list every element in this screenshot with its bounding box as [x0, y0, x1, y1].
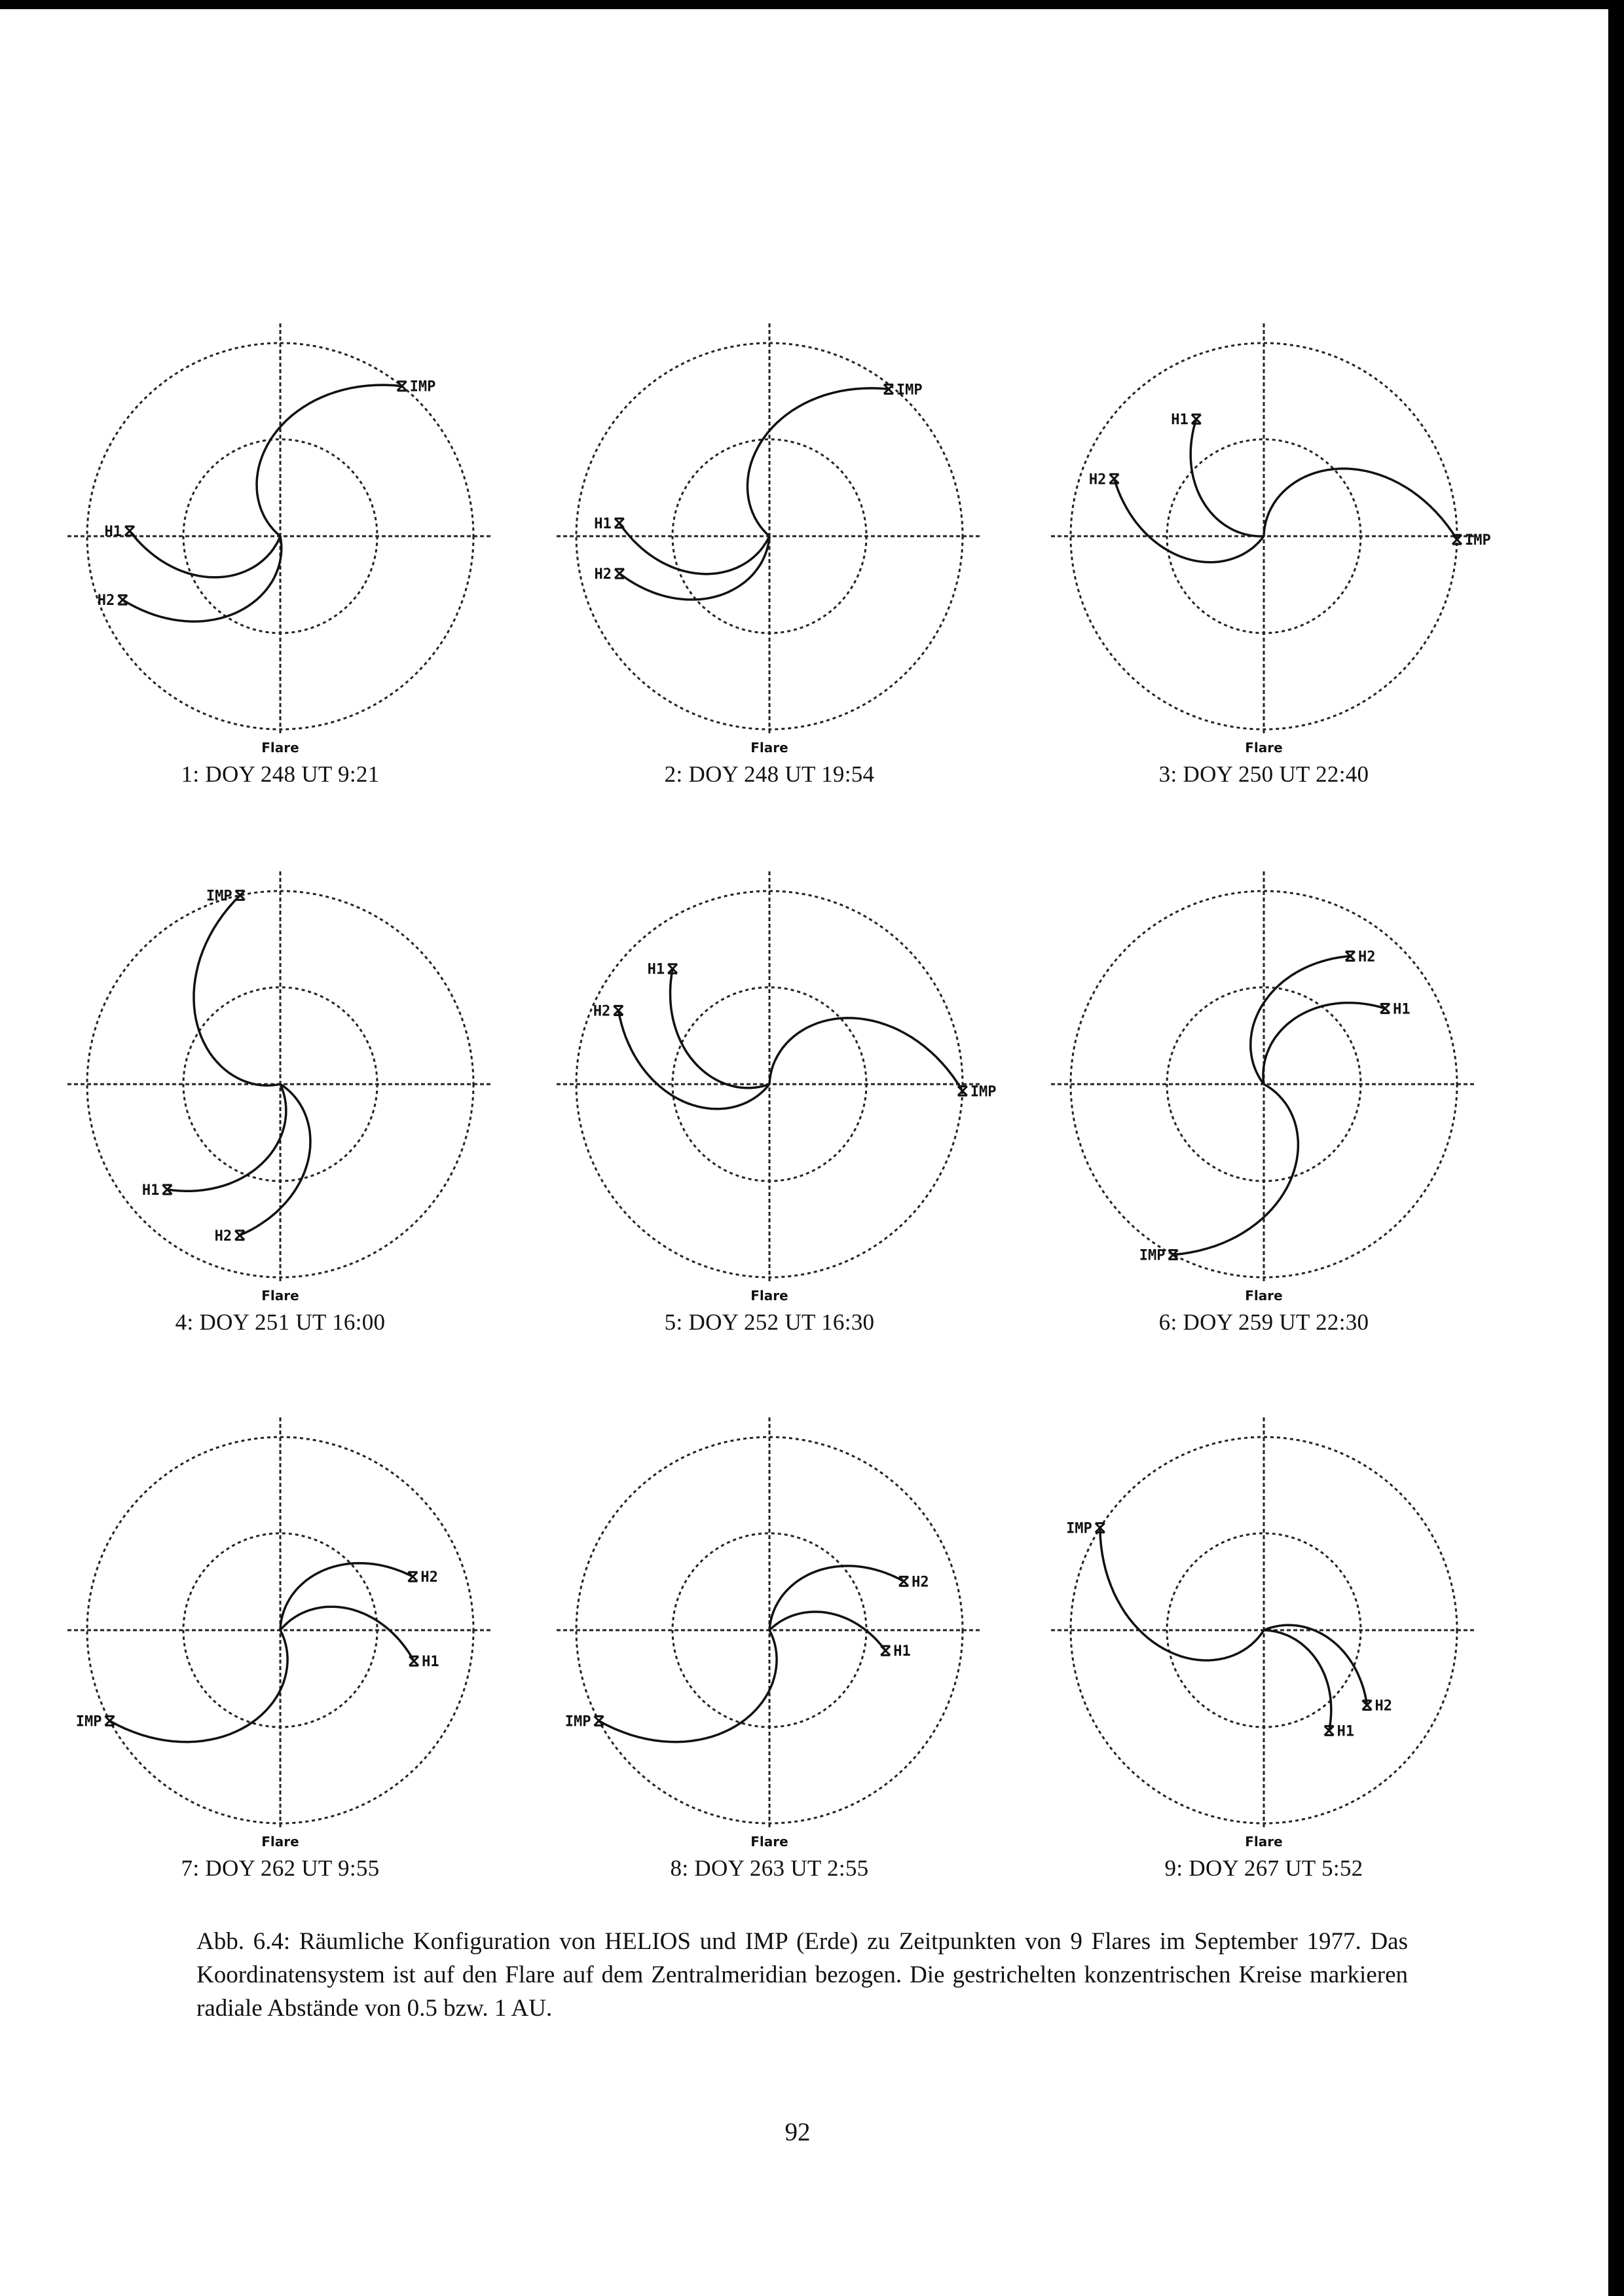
marker-label-h2: H2	[1375, 1698, 1393, 1715]
polar-panel-9	[1051, 1417, 1477, 1850]
panel-caption-2: 2: DOY 248 UT 19:54	[664, 761, 875, 787]
spiral-imp	[1173, 1084, 1299, 1255]
polar-panel-4	[67, 871, 493, 1303]
position-marker-h1	[125, 526, 134, 536]
position-marker-h1	[409, 1656, 418, 1666]
spiral-h2	[619, 536, 769, 600]
marker-label-imp: IMP	[75, 1713, 102, 1730]
spiral-imp	[257, 385, 402, 536]
marker-label-h1: H1	[1337, 1723, 1355, 1740]
panel-caption-4: 4: DOY 251 UT 16:00	[175, 1309, 386, 1335]
marker-label-h1: H1	[1393, 1001, 1411, 1018]
marker-label-h1: H1	[104, 523, 122, 540]
marker-label-h1: H1	[422, 1654, 439, 1671]
polar-panel-3	[1051, 323, 1491, 756]
marker-label-h2: H2	[912, 1574, 929, 1591]
marker-label-imp: IMP	[1464, 532, 1491, 549]
marker-label-h2: H2	[1357, 949, 1376, 966]
position-marker-h2	[408, 1572, 417, 1581]
position-marker-h2	[615, 569, 624, 578]
position-marker-h1	[615, 519, 624, 528]
spiral-h2	[240, 1084, 310, 1235]
page-number: 92	[784, 2118, 811, 2146]
panel-caption-3: 3: DOY 250 UT 22:40	[1158, 761, 1369, 787]
position-marker-h2	[118, 595, 127, 604]
spiral-h1	[619, 523, 769, 574]
panel-caption-9: 9: DOY 267 UT 5:52	[1164, 1855, 1363, 1881]
panel-caption-5: 5: DOY 252 UT 16:30	[664, 1309, 875, 1335]
polar-panel-8	[557, 1417, 982, 1850]
marker-label-h2: H2	[594, 566, 612, 583]
spiral-imp	[1100, 1528, 1264, 1660]
position-marker-h1	[881, 1646, 890, 1655]
marker-label-h1: H1	[141, 1182, 160, 1199]
marker-label-imp: IMP	[564, 1713, 591, 1730]
spiral-h2	[1114, 479, 1264, 562]
polar-panel-2	[557, 323, 982, 756]
marker-label-imp: IMP	[206, 888, 232, 905]
marker-label-imp: IMP	[970, 1084, 997, 1101]
marker-label-imp: IMP	[1066, 1520, 1092, 1537]
flare-label: Flare	[750, 1834, 788, 1850]
spiral-imp	[194, 895, 280, 1085]
marker-label-imp: IMP	[1139, 1247, 1166, 1264]
marker-label-h1: H1	[594, 515, 612, 532]
spiral-imp	[1264, 469, 1457, 539]
position-marker-imp	[958, 1086, 967, 1095]
spiral-h1	[769, 1612, 885, 1650]
marker-label-h2: H2	[420, 1569, 438, 1586]
document-page	[0, 9, 1608, 2296]
spiral-h1	[1190, 419, 1264, 536]
marker-label-h2: H2	[1088, 471, 1107, 488]
position-marker-imp	[595, 1716, 604, 1725]
figure-grid	[0, 9, 1608, 1973]
marker-label-h2: H2	[593, 1003, 611, 1020]
panel-caption-1: 1: DOY 248 UT 9:21	[181, 761, 380, 787]
spiral-h2	[1264, 1625, 1367, 1705]
polar-panel-6	[1051, 871, 1477, 1303]
flare-label: Flare	[750, 740, 788, 756]
marker-label-h2: H2	[97, 592, 115, 610]
position-marker-h2	[899, 1576, 908, 1586]
position-marker-imp	[105, 1716, 115, 1725]
spiral-h1	[1263, 1003, 1385, 1084]
flare-label: Flare	[261, 740, 299, 756]
marker-label-imp: IMP	[409, 378, 436, 395]
marker-label-imp: IMP	[896, 382, 923, 399]
marker-label-h1: H1	[893, 1643, 911, 1660]
panel-caption-8: 8: DOY 263 UT 2:55	[670, 1855, 869, 1881]
position-marker-h2	[235, 1231, 244, 1240]
figure-caption: Abb. 6.4: Räumliche Konfiguration von HELIOS und IMP (Erde) zu Zeitpunkten von 9 Flares im September 1977. Das Koordinatensystem ist auf den Flare auf dem Zentralmeridian bezogen. Die gestrichelten konzentrischen Kreise markieren radiale Abstände von 0.5 bzw. 1 AU.	[196, 1928, 1408, 2022]
polar-panel-7	[67, 1417, 493, 1850]
flare-label: Flare	[1245, 1834, 1283, 1850]
spiral-h2	[769, 1566, 904, 1630]
spiral-h1	[130, 531, 280, 577]
polar-panel-5	[557, 871, 997, 1303]
flare-label: Flare	[261, 1834, 299, 1850]
spiral-h2	[280, 1563, 413, 1630]
flare-label: Flare	[1245, 1288, 1283, 1303]
panel-caption-7: 7: DOY 262 UT 9:55	[181, 1855, 380, 1881]
marker-label-h1: H1	[1171, 412, 1189, 429]
spiral-h1	[1264, 1630, 1331, 1730]
polar-panel-1	[67, 323, 493, 756]
flare-label: Flare	[261, 1288, 299, 1303]
marker-label-h1: H1	[647, 961, 665, 978]
spiral-h1	[280, 1607, 414, 1661]
flare-label: Flare	[1245, 740, 1283, 756]
spiral-h2	[618, 1011, 769, 1109]
flare-label: Flare	[750, 1288, 788, 1303]
panel-caption-6: 6: DOY 259 UT 22:30	[1158, 1309, 1369, 1335]
marker-label-h2: H2	[214, 1228, 232, 1245]
spiral-h1	[671, 969, 770, 1088]
